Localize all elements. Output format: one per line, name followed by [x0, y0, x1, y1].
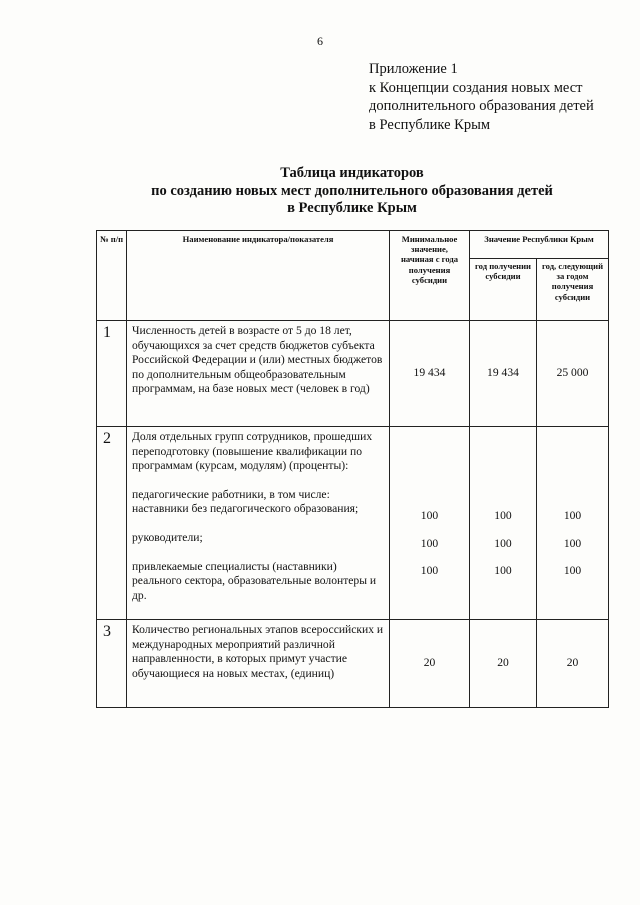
year-value: 19 434 [470, 321, 537, 427]
next-year-value: 100 [563, 564, 582, 578]
document-title [96, 165, 608, 218]
table-row [97, 321, 609, 427]
table-row [97, 427, 609, 620]
min-value: 20 [390, 620, 470, 708]
year-value: 100 [494, 536, 512, 550]
appendix-line-1: Приложение 1 [369, 61, 458, 77]
title-line-2: по созданию новых мест дополнительного образования детей [151, 182, 553, 199]
year-value: 100 [494, 509, 512, 522]
sub-indicator-mentors: наставники без педагогического образования; [132, 502, 359, 516]
next-year-value: 20 [537, 620, 609, 708]
header-region-value: Значение Республики Крым [470, 231, 609, 259]
next-year-value: 100 [563, 509, 582, 522]
header-next-year: год, следующий за годом получения субсидии [537, 259, 609, 321]
indicator-name: Численность детей в возрасте от 5 до 18 лет, обучающихся за счет средств бюджетов субъекта Российской Федерации и (или) местных бюджетов по дополнительным общеобразовательным программам, на базе новых мест (человек в год) [127, 321, 390, 427]
header-year: год получении субсидии [470, 259, 537, 321]
min-value: 100 [420, 564, 439, 578]
min-values [390, 427, 470, 620]
next-year-values [537, 427, 609, 620]
page-number: 6 [317, 34, 323, 48]
appendix-line-4: в Республике Крым [369, 116, 490, 133]
indicator-name [127, 427, 390, 620]
next-year-value: 25 000 [537, 321, 609, 427]
row-number: 3 [97, 620, 127, 708]
min-value: 100 [420, 509, 439, 522]
header-min-value: Минимальное значение, начиная с года получения субсидии [390, 231, 470, 321]
indicator-name: Количество региональных этапов всероссийских и международных мероприятий различной направленности, в которых примут участие обучающиеся на новых местах, (единиц) [127, 620, 390, 708]
next-year-value: 100 [563, 536, 582, 550]
header-num: № п/п [97, 231, 127, 321]
row-number: 1 [97, 321, 127, 427]
appendix-line-3: дополнительного образования детей [369, 98, 594, 114]
indicator-intro: Доля отдельных групп сотрудников, прошедших переподготовку (повышение квалификации по программам (курсам, модулям) (проценты): [132, 430, 373, 473]
indicators-table [96, 230, 609, 708]
title-line-1: Таблица индикаторов [280, 165, 424, 181]
sub-indicator-specialists: привлекаемые специалисты (наставники) реального сектора, образовательные волонтеры и др. [132, 559, 377, 602]
year-value: 100 [494, 564, 512, 578]
appendix-line-2: к Концепции создания новых мест [369, 79, 583, 96]
sub-indicator-teachers: педагогические работники, в том числе: [132, 487, 330, 501]
appendix-header [369, 60, 594, 134]
year-values [470, 427, 537, 620]
year-value: 20 [470, 620, 537, 708]
min-value: 100 [420, 536, 439, 550]
title-line-3: в Республике Крым [287, 200, 417, 216]
header-name: Наименование индикатора/показателя [127, 231, 390, 321]
min-value: 19 434 [390, 321, 470, 427]
row-number: 2 [97, 427, 127, 620]
table-row [97, 620, 609, 708]
sub-indicator-managers: руководители; [132, 530, 203, 544]
table-header-row-1 [97, 231, 609, 259]
